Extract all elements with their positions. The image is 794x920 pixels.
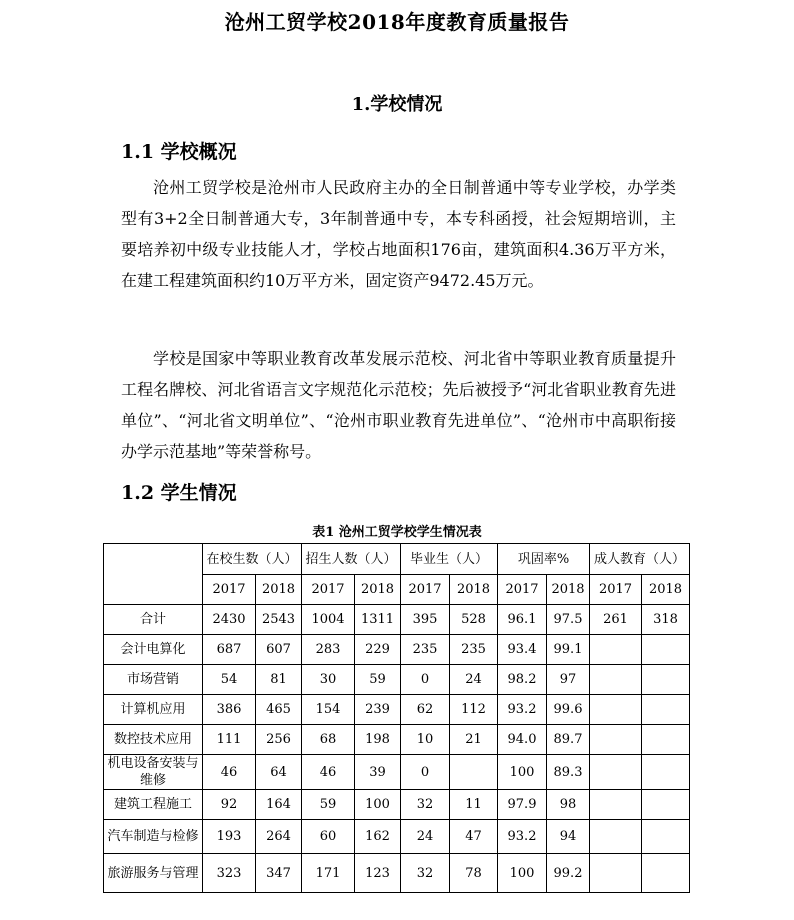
- table-cell: 99.2: [547, 854, 590, 893]
- table-cell: [642, 854, 690, 893]
- table-cell: 97: [547, 665, 590, 695]
- row-label: 旅游服务与管理: [104, 854, 203, 893]
- table-cell: 1311: [355, 605, 401, 635]
- column-group-header: 招生人数（人）: [302, 544, 401, 575]
- table-cell: 93.4: [498, 635, 547, 665]
- table-cell: 89.7: [547, 725, 590, 755]
- table-cell: 323: [203, 854, 256, 893]
- table-cell: 24: [401, 820, 450, 854]
- table-cell: [450, 755, 498, 790]
- table-cell: [642, 755, 690, 790]
- table-cell: [590, 665, 642, 695]
- year-header: 2017: [302, 575, 355, 605]
- table-cell: 229: [355, 635, 401, 665]
- subsection-heading-overview: 1.1 学校概况: [121, 141, 237, 163]
- table-cell: 62: [401, 695, 450, 725]
- row-label: 建筑工程施工: [104, 790, 203, 820]
- paragraph-school-overview: 沧州工贸学校是沧州市人民政府主办的全日制普通中等专业学校，办学类型有3+2全日制普通大专，3年制普通中专，本专科函授，社会短期培训，主要培养初中级专业技能人才，学校占地面积176亩，建筑面积4.36万平方米，在建工程建筑面积约10万平方米，固定资产9472.45万元。: [121, 178, 676, 290]
- row-label: 计算机应用: [104, 695, 203, 725]
- table-cell: 2543: [256, 605, 302, 635]
- table-cell: [642, 665, 690, 695]
- table-cell: 386: [203, 695, 256, 725]
- table-cell: 193: [203, 820, 256, 854]
- year-header: 2018: [256, 575, 302, 605]
- table-cell: [642, 725, 690, 755]
- table-cell: 347: [256, 854, 302, 893]
- table-cell: 99.6: [547, 695, 590, 725]
- table-cell: [590, 695, 642, 725]
- student-stats-table: [103, 543, 690, 893]
- table-cell: [590, 635, 642, 665]
- table-cell: 54: [203, 665, 256, 695]
- table-cell: 89.3: [547, 755, 590, 790]
- table-cell: 318: [642, 605, 690, 635]
- table-row: [104, 665, 690, 695]
- table-row: [104, 635, 690, 665]
- year-header: 2018: [355, 575, 401, 605]
- table-cell: 64: [256, 755, 302, 790]
- year-header: 2018: [547, 575, 590, 605]
- table-cell: 46: [203, 755, 256, 790]
- table-cell: 24: [450, 665, 498, 695]
- row-label: 汽车制造与检修: [104, 820, 203, 854]
- table-cell: 60: [302, 820, 355, 854]
- table-cell: 32: [401, 790, 450, 820]
- table-row: [104, 695, 690, 725]
- row-label: 会计电算化: [104, 635, 203, 665]
- table-cell: 98.2: [498, 665, 547, 695]
- table-cell: 30: [302, 665, 355, 695]
- table-cell: 154: [302, 695, 355, 725]
- table-row: [104, 790, 690, 820]
- table-cell: 235: [401, 635, 450, 665]
- table-cell: 0: [401, 665, 450, 695]
- table-cell: 32: [401, 854, 450, 893]
- table-cell: [642, 820, 690, 854]
- table-row: [104, 820, 690, 854]
- paragraph-school-honors: 学校是国家中等职业教育改革发展示范校、河北省中等职业教育质量提升工程名牌校、河北省语言文字规范化示范校；先后被授予“河北省职业教育先进单位”、“河北省文明单位”、“沧州市职业教育先进单位”、“沧州市中高职衔接办学示范基地”等荣誉称号。: [121, 349, 676, 461]
- table-cell: 112: [450, 695, 498, 725]
- table-cell: 81: [256, 665, 302, 695]
- table-cell: 0: [401, 755, 450, 790]
- table-cell: 465: [256, 695, 302, 725]
- row-label: 市场营销: [104, 665, 203, 695]
- year-header: 2018: [450, 575, 498, 605]
- table-cell: 528: [450, 605, 498, 635]
- table-cell: 97.9: [498, 790, 547, 820]
- table-cell: 1004: [302, 605, 355, 635]
- table-header-corner: [104, 544, 203, 605]
- table-cell: 93.2: [498, 695, 547, 725]
- table-cell: 171: [302, 854, 355, 893]
- column-group-header: 成人教育（人）: [590, 544, 690, 575]
- table-cell: 198: [355, 725, 401, 755]
- column-group-header: 在校生数（人）: [203, 544, 302, 575]
- year-header: 2018: [642, 575, 690, 605]
- table-row: [104, 854, 690, 893]
- table-cell: 162: [355, 820, 401, 854]
- table-cell: 96.1: [498, 605, 547, 635]
- subsection-heading-students: 1.2 学生情况: [121, 482, 237, 504]
- table-cell: [590, 725, 642, 755]
- table-cell: 59: [302, 790, 355, 820]
- table-cell: 264: [256, 820, 302, 854]
- table-cell: 46: [302, 755, 355, 790]
- table-caption: 表1 沧州工贸学校学生情况表: [312, 525, 482, 540]
- table-cell: 100: [498, 755, 547, 790]
- table-cell: 11: [450, 790, 498, 820]
- table-cell: 111: [203, 725, 256, 755]
- section-heading: 1.学校情况: [351, 94, 443, 115]
- table-cell: 687: [203, 635, 256, 665]
- table-cell: 164: [256, 790, 302, 820]
- table-cell: 93.2: [498, 820, 547, 854]
- table-cell: 92: [203, 790, 256, 820]
- row-label: 数控技术应用: [104, 725, 203, 755]
- table-cell: 261: [590, 605, 642, 635]
- column-group-header: 巩固率%: [498, 544, 590, 575]
- table-cell: 283: [302, 635, 355, 665]
- year-header: 2017: [203, 575, 256, 605]
- table-cell: 256: [256, 725, 302, 755]
- table-cell: 99.1: [547, 635, 590, 665]
- year-header: 2017: [401, 575, 450, 605]
- table-row: [104, 725, 690, 755]
- table-cell: 39: [355, 755, 401, 790]
- document-title: 沧州工贸学校2018年度教育质量报告: [224, 10, 570, 34]
- table-cell: 123: [355, 854, 401, 893]
- table-cell: [642, 790, 690, 820]
- table-cell: 78: [450, 854, 498, 893]
- table-cell: 98: [547, 790, 590, 820]
- table-cell: 395: [401, 605, 450, 635]
- table-cell: 47: [450, 820, 498, 854]
- table-cell: 10: [401, 725, 450, 755]
- year-header: 2017: [498, 575, 547, 605]
- table-cell: 235: [450, 635, 498, 665]
- row-label: 合计: [104, 605, 203, 635]
- table-cell: 21: [450, 725, 498, 755]
- table-cell: 607: [256, 635, 302, 665]
- table-row: [104, 755, 690, 790]
- table-cell: [642, 695, 690, 725]
- column-group-header: 毕业生（人）: [401, 544, 498, 575]
- table-cell: 94: [547, 820, 590, 854]
- table-cell: [590, 790, 642, 820]
- table-cell: [590, 820, 642, 854]
- table-cell: [590, 755, 642, 790]
- table-cell: 94.0: [498, 725, 547, 755]
- table-cell: [642, 635, 690, 665]
- table-row-total: [104, 605, 690, 635]
- table-cell: [590, 854, 642, 893]
- table-cell: 68: [302, 725, 355, 755]
- table-cell: 100: [498, 854, 547, 893]
- table-cell: 2430: [203, 605, 256, 635]
- table-cell: 100: [355, 790, 401, 820]
- table-cell: 239: [355, 695, 401, 725]
- table-cell: 59: [355, 665, 401, 695]
- row-label: 机电设备安装与维修: [104, 755, 203, 790]
- table-cell: 97.5: [547, 605, 590, 635]
- year-header: 2017: [590, 575, 642, 605]
- table-header-row: [104, 544, 690, 575]
